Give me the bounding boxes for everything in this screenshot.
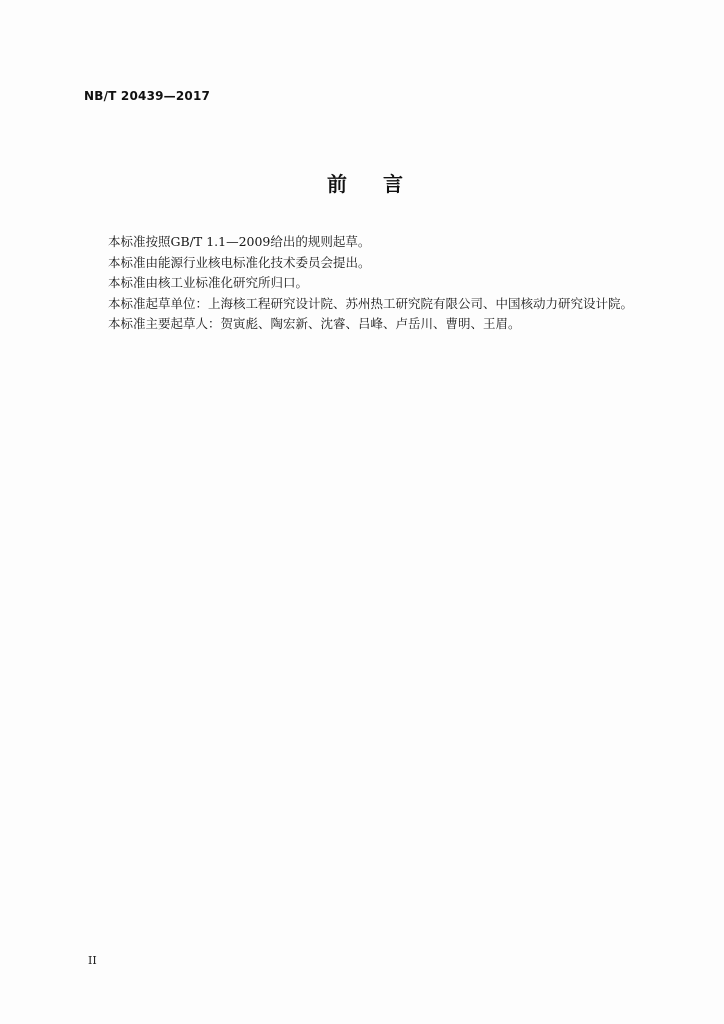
title-char-1: 前 bbox=[327, 172, 383, 196]
title-char-2: 言 bbox=[383, 172, 439, 196]
paragraph-drafting-rules: 本标准按照GB/T 1.1—2009给出的规则起草。 bbox=[108, 234, 371, 249]
paragraph-drafting-units: 本标准起草单位：上海核工程研究设计院、苏州热工研究院有限公司、中国核动力研究设计院。 bbox=[108, 295, 634, 311]
paragraph-administrator: 本标准由核工业标准化研究所归口。 bbox=[108, 275, 309, 290]
paragraph-drafters: 本标准主要起草人：贺寅彪、陶宏新、沈睿、吕峰、卢岳川、曹明、王眉。 bbox=[108, 316, 521, 331]
standard-number: NB/T 20439—2017 bbox=[84, 89, 211, 103]
paragraph-proposer: 本标准由能源行业核电标准化技术委员会提出。 bbox=[108, 254, 371, 270]
page-number: II bbox=[88, 954, 97, 967]
foreword-body bbox=[108, 232, 668, 335]
page-title bbox=[0, 168, 724, 197]
